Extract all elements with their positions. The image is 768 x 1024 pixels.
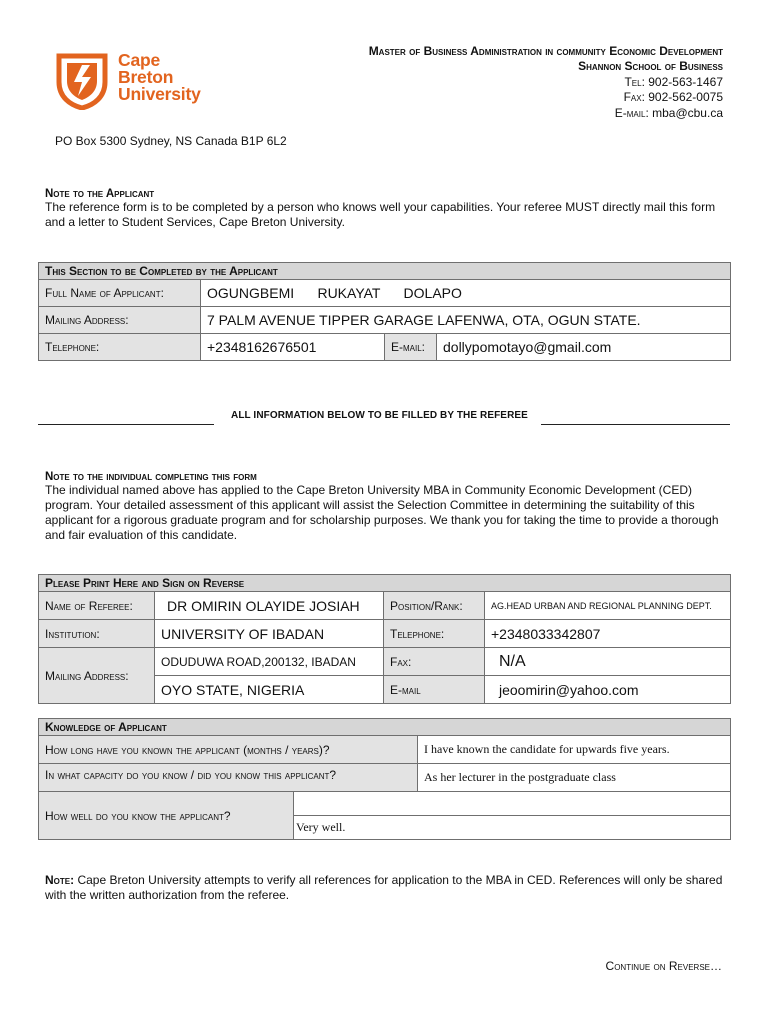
referee-name-field[interactable]: DR OMIRIN OLAYIDE JOSIAH xyxy=(155,592,384,620)
applicant-section-table xyxy=(38,262,731,361)
referee-section-table xyxy=(38,574,731,704)
note-to-applicant xyxy=(45,188,725,230)
position-field[interactable]: AG.HEAD URBAN AND REGIONAL PLANNING DEPT. xyxy=(485,592,731,620)
note-to-applicant-title: Note to the Applicant xyxy=(45,188,155,200)
divider-left xyxy=(38,424,214,425)
question-how-well: How well do you know the applicant? xyxy=(39,792,294,840)
fax-field[interactable]: N/A xyxy=(485,648,731,676)
header-contact xyxy=(369,44,723,121)
institution-label: Institution: xyxy=(39,620,155,648)
full-name-field[interactable]: OGUNGBEMI RUKAYAT DOLAPO xyxy=(201,280,731,307)
divider-right xyxy=(541,424,730,425)
telephone-field[interactable]: +2348162676501 xyxy=(201,334,385,361)
telephone-label: Telephone: xyxy=(39,334,201,361)
logo-line-2: Breton xyxy=(118,67,174,87)
question-capacity: In what capacity do you know / did you know this applicant? xyxy=(39,764,418,792)
note-to-individual xyxy=(45,471,735,543)
referee-address-line1[interactable]: ODUDUWA ROAD,200132, IBADAN xyxy=(155,648,384,676)
header-tel: Tel: 902-563-1467 xyxy=(624,74,723,89)
header-fax: Fax: 902-562-0075 xyxy=(623,90,723,105)
referee-address-label: Mailing Address: xyxy=(39,648,155,704)
answer-capacity[interactable]: As her lecturer in the postgraduate class xyxy=(418,764,731,792)
continue-on-reverse: Continue on Reverse… xyxy=(605,959,722,973)
note-to-applicant-body: The reference form is to be completed by a person who knows well your capabilities. Your referee MUST directly mail this form and a letter to Student Services, Cape Breton University. xyxy=(45,200,716,229)
position-label: Position/Rank: xyxy=(384,592,485,620)
mailing-address-label: Mailing Address: xyxy=(39,307,201,334)
referee-telephone-label: Telephone: xyxy=(384,620,485,648)
note-to-individual-body: The individual named above has applied to the Cape Breton University MBA in Community Economic Development (CED) program. Your detailed assessment of this applicant will assist the Selection Committee in determining the suitability of this applicant for a rigorous graduate program and for scholarship purposes. We thank you for taking the time to provide a thorough and fair evaluation of this candidate. xyxy=(45,483,719,542)
footer-note-label: Note: xyxy=(45,873,75,887)
mailing-address-field[interactable]: 7 PALM AVENUE TIPPER GARAGE LAFENWA, OTA, OGUN STATE. xyxy=(201,307,731,334)
header-email: E-mail: mba@cbu.ca xyxy=(614,105,723,120)
referee-section-heading: Please Print Here and Sign on Reverse xyxy=(39,575,731,592)
referee-email-field[interactable]: jeoomirin@yahoo.com xyxy=(485,676,731,704)
po-box-address: PO Box 5300 Sydney, NS Canada B1P 6L2 xyxy=(55,134,287,148)
answer-how-well-blank[interactable] xyxy=(294,792,731,816)
applicant-section-heading: This Section to be Completed by the Applicant xyxy=(39,263,731,280)
note-to-individual-title: Note to the individual completing this form xyxy=(45,471,257,483)
university-logo xyxy=(56,52,216,114)
referee-telephone-field[interactable]: +2348033342807 xyxy=(485,620,731,648)
logo-line-1: Cape xyxy=(118,50,160,70)
institution-field[interactable]: UNIVERSITY OF IBADAN xyxy=(155,620,384,648)
referee-address-line2[interactable]: OYO STATE, NIGERIA xyxy=(155,676,384,704)
knowledge-section-heading: Knowledge of Applicant xyxy=(39,719,731,736)
referee-divider-text: ALL INFORMATION BELOW TO BE FILLED BY THE REFEREE xyxy=(231,410,528,421)
answer-how-long[interactable]: I have known the candidate for upwards five years. xyxy=(418,736,731,764)
footer-note-body: Cape Breton University attempts to verify all references for application to the MBA in CED. References will only be shared with the written authorization from the referee. xyxy=(45,873,723,902)
referee-email-label: E-mail xyxy=(384,676,485,704)
full-name-label: Full Name of Applicant: xyxy=(39,280,201,307)
fax-label: Fax: xyxy=(384,648,485,676)
email-field[interactable]: dollypomotayo@gmail.com xyxy=(437,334,731,361)
logo-line-3: University xyxy=(118,84,201,104)
email-label: E-mail: xyxy=(385,334,437,361)
shield-icon xyxy=(56,52,108,110)
knowledge-section-table xyxy=(38,718,731,840)
referee-name-label: Name of Referee: xyxy=(39,592,155,620)
question-how-long: How long have you known the applicant (months / years)? xyxy=(39,736,418,764)
program-title: Master of Business Administration in community Economic Development xyxy=(368,44,723,58)
footer-note xyxy=(45,873,735,903)
answer-how-well[interactable]: Very well. xyxy=(294,816,731,840)
school-name: Shannon School of Business xyxy=(578,59,723,74)
